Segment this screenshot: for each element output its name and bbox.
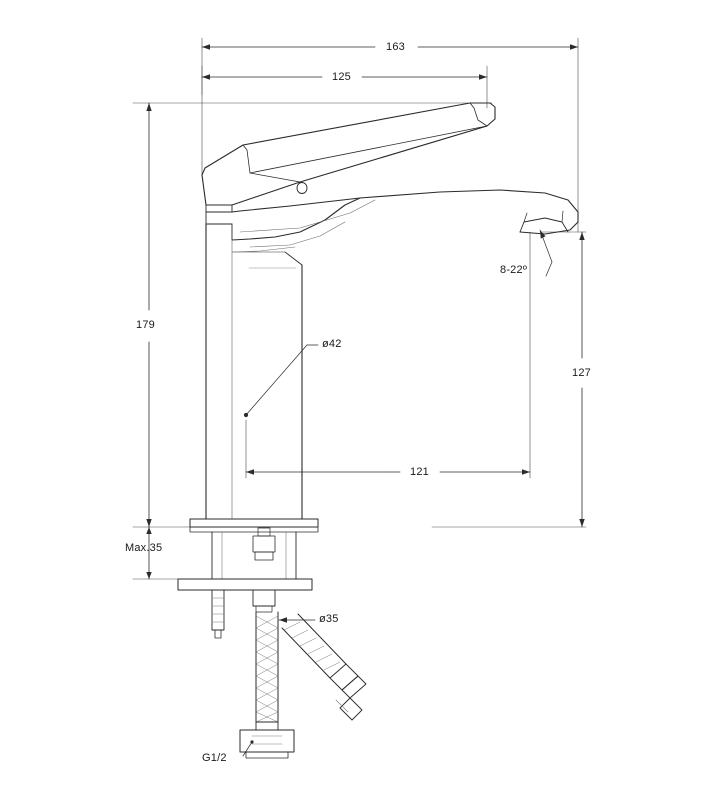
dimension-label-diameter-35: ø35 [319, 613, 339, 625]
dimension-label-max-35: Max.35 [125, 542, 163, 554]
dimension-label-diameter-42: ø42 [322, 338, 342, 350]
dimension-label-127: 127 [572, 367, 591, 379]
dimension-label-163: 163 [386, 41, 405, 53]
dimension-label-121: 121 [410, 466, 429, 478]
dimension-label-spray-angle: 8-22º [500, 264, 528, 276]
dimension-label-179: 179 [136, 319, 155, 331]
dimension-label-125: 125 [332, 71, 351, 83]
dimension-label-g-thread: G1/2 [202, 752, 227, 764]
